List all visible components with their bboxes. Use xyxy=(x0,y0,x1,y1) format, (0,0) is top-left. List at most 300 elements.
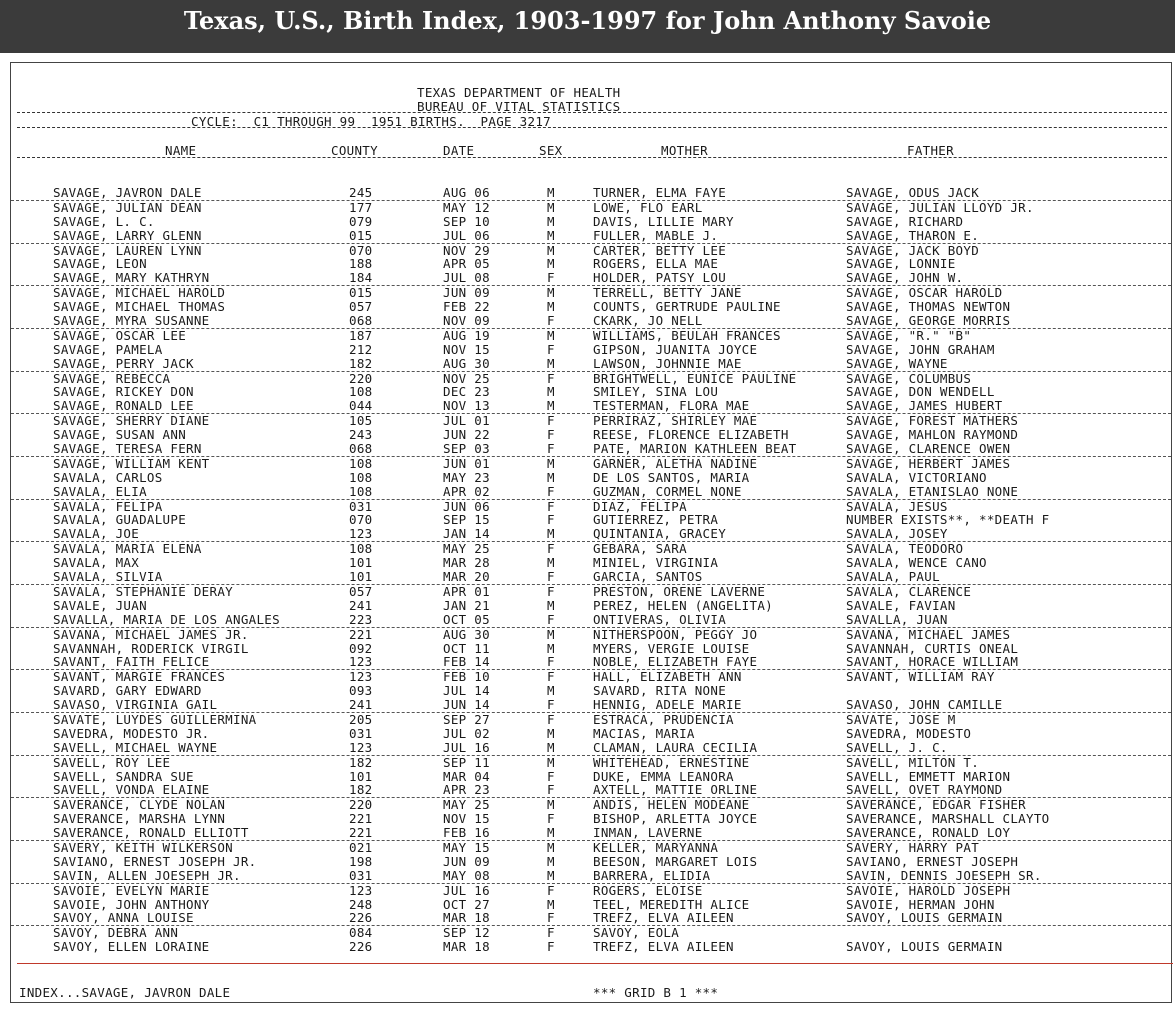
cell-sex: M xyxy=(547,683,555,699)
cell-county: 031 xyxy=(349,725,373,741)
cell-county: 177 xyxy=(349,199,373,215)
cell-county: 241 xyxy=(349,597,373,613)
cell-sex: M xyxy=(547,896,555,912)
cell-sex: F xyxy=(547,413,555,429)
cell-date: JUL 14 xyxy=(443,683,490,699)
cell-date: NOV 29 xyxy=(443,242,490,258)
table-row xyxy=(11,300,1171,314)
cell-date: MAR 18 xyxy=(443,939,490,955)
table-row xyxy=(11,244,1171,258)
cell-father: SAVERY, HARRY PAT xyxy=(846,839,980,855)
header-bureau: BUREAU OF VITAL STATISTICS xyxy=(417,99,621,114)
cell-sex: M xyxy=(547,384,555,400)
cell-mother: WHITEHEAD, ERNESTINE xyxy=(593,754,750,770)
cell-sex: F xyxy=(547,483,555,499)
cell-sex: M xyxy=(547,797,555,813)
cell-mother: BISHOP, ARLETTA JOYCE xyxy=(593,811,758,827)
cell-father: SAVAGE, GEORGE MORRIS xyxy=(846,313,1011,329)
cell-date: APR 01 xyxy=(443,583,490,599)
cell-father: SAVAGE, LONNIE xyxy=(846,256,956,272)
cell-county: 093 xyxy=(349,683,373,699)
table-row xyxy=(11,229,1171,244)
cell-sex: M xyxy=(547,853,555,869)
cell-date: MAY 25 xyxy=(443,541,490,557)
cell-sex: F xyxy=(547,583,555,599)
cell-father: SAVALE, FAVIAN xyxy=(846,597,956,613)
cell-sex: F xyxy=(547,669,555,685)
cell-county: 108 xyxy=(349,541,373,557)
cell-county: 226 xyxy=(349,939,373,955)
cell-sex: F xyxy=(547,341,555,357)
table-row xyxy=(11,570,1171,585)
cell-county: 187 xyxy=(349,327,373,343)
cell-father: SAVANNAH, CURTIS ONEAL xyxy=(846,640,1019,656)
column-header-divider xyxy=(17,157,1167,158)
cell-father: NUMBER EXISTS**, **DEATH F xyxy=(846,512,1050,528)
cell-sex: M xyxy=(547,825,555,841)
cell-date: SEP 15 xyxy=(443,512,490,528)
table-row xyxy=(11,599,1171,613)
cell-sex: F xyxy=(547,925,555,941)
cell-date: MAY 23 xyxy=(443,469,490,485)
cell-mother: BRIGHTWELL, EUNICE PAULINE xyxy=(593,370,797,386)
cell-sex: M xyxy=(547,327,555,343)
cell-father: SAVOY, LOUIS GERMAIN xyxy=(846,939,1003,955)
table-row xyxy=(11,485,1171,500)
cell-name: SAVALA, GUADALUPE xyxy=(53,512,187,528)
cell-name: SAVAGE, OSCAR LEE xyxy=(53,327,187,343)
cell-date: FEB 16 xyxy=(443,825,490,841)
cell-mother: CARTER, BETTY LEE xyxy=(593,242,727,258)
table-row xyxy=(11,414,1171,428)
cell-county: 021 xyxy=(349,839,373,855)
cell-date: SEP 12 xyxy=(443,925,490,941)
cell-father: SAVAGE, THARON E. xyxy=(846,227,980,243)
cell-mother: QUINTANIA, GRACEY xyxy=(593,526,727,542)
cell-sex: M xyxy=(547,199,555,215)
cell-name: SAVELL, MICHAEL WAYNE xyxy=(53,739,218,755)
cell-mother: WILLIAMS, BEULAH FRANCES xyxy=(593,327,781,343)
cell-name: SAVERANCE, RONALD ELLIOTT xyxy=(53,825,249,841)
cell-name: SAVALA, MARIA ELENA xyxy=(53,541,202,557)
table-row xyxy=(11,841,1171,855)
cell-sex: M xyxy=(547,526,555,542)
cell-father: SAVALA, PAUL xyxy=(846,569,940,585)
cell-mother: GEBARA, SARA xyxy=(593,541,687,557)
cell-mother: ROGERS, ELLA MAE xyxy=(593,256,719,272)
cell-county: 068 xyxy=(349,313,373,329)
cell-father: SAVALLA, JUAN xyxy=(846,611,948,627)
cell-sex: M xyxy=(547,256,555,272)
cell-county: 226 xyxy=(349,910,373,926)
cell-mother: ROGERS, ELOISE xyxy=(593,882,703,898)
column-header-county: COUNTY xyxy=(331,143,378,158)
cell-father: SAVALA, WENCE CANO xyxy=(846,555,987,571)
cell-name: SAVELL, SANDRA SUE xyxy=(53,768,194,784)
table-row xyxy=(11,940,1171,954)
table-row xyxy=(11,257,1171,271)
cell-name: SAVALA, CARLOS xyxy=(53,469,163,485)
cell-name: SAVAGE, RICKEY DON xyxy=(53,384,194,400)
cell-name: SAVANNAH, RODERICK VIRGIL xyxy=(53,640,249,656)
cell-date: MAR 04 xyxy=(443,768,490,784)
cell-sex: M xyxy=(547,739,555,755)
cell-name: SAVELL, VONDA ELAINE xyxy=(53,782,210,798)
cell-mother: GUTIERREZ, PETRA xyxy=(593,512,719,528)
cell-date: MAY 12 xyxy=(443,199,490,215)
cell-county: 105 xyxy=(349,413,373,429)
cell-mother: BEESON, MARGARET LOIS xyxy=(593,853,758,869)
cell-mother: NOBLE, ELIZABETH FAYE xyxy=(593,654,758,670)
table-row xyxy=(11,812,1171,826)
cell-sex: F xyxy=(547,569,555,585)
cell-sex: F xyxy=(547,541,555,557)
cell-name: SAVALE, JUAN xyxy=(53,597,147,613)
cell-name: SAVALA, FELIPA xyxy=(53,498,163,514)
cell-father: SAVAGE, CLARENCE OWEN xyxy=(846,441,1011,457)
cell-name: SAVANT, FAITH FELICE xyxy=(53,654,210,670)
table-row xyxy=(11,385,1171,399)
cell-mother: SMILEY, SINA LOU xyxy=(593,384,719,400)
cell-sex: M xyxy=(547,398,555,414)
cell-sex: M xyxy=(547,355,555,371)
cell-date: MAY 25 xyxy=(443,797,490,813)
header-divider xyxy=(17,112,1167,113)
cell-mother: HENNIG, ADELE MARIE xyxy=(593,697,742,713)
records-list xyxy=(11,186,1171,954)
cell-county: 079 xyxy=(349,213,373,229)
table-row xyxy=(11,271,1171,286)
cell-date: JAN 14 xyxy=(443,526,490,542)
cell-father: SAVAGE, WAYNE xyxy=(846,355,948,371)
cell-name: SAVIN, ALLEN JOESEPH JR. xyxy=(53,867,241,883)
table-row xyxy=(11,855,1171,869)
cell-county: 241 xyxy=(349,697,373,713)
cell-sex: F xyxy=(547,882,555,898)
cell-county: 101 xyxy=(349,569,373,585)
table-row xyxy=(11,869,1171,884)
cell-name: SAVOIE, EVELYN MARIE xyxy=(53,882,210,898)
cell-sex: F xyxy=(547,697,555,713)
cell-date: AUG 30 xyxy=(443,626,490,642)
table-row xyxy=(11,186,1171,201)
cell-mother: MACIAS, MARIA xyxy=(593,725,695,741)
cell-mother: GUZMAN, CORMEL NONE xyxy=(593,483,742,499)
cell-date: OCT 27 xyxy=(443,896,490,912)
cell-mother: GARNER, ALETHA NADINE xyxy=(593,455,758,471)
cell-sex: M xyxy=(547,626,555,642)
cell-sex: F xyxy=(547,768,555,784)
cell-sex: F xyxy=(547,270,555,286)
cell-date: SEP 11 xyxy=(443,754,490,770)
cell-name: SAVANA, MICHAEL JAMES JR. xyxy=(53,626,249,642)
cell-name: SAVAGE, JULIAN DEAN xyxy=(53,199,202,215)
cell-mother: TREFZ, ELVA AILEEN xyxy=(593,910,734,926)
cell-date: FEB 10 xyxy=(443,669,490,685)
cell-sex: M xyxy=(547,754,555,770)
cell-county: 044 xyxy=(349,398,373,414)
cell-sex: F xyxy=(547,611,555,627)
cell-date: JUL 16 xyxy=(443,882,490,898)
cell-sex: M xyxy=(547,455,555,471)
table-row xyxy=(11,642,1171,656)
cell-county: 205 xyxy=(349,711,373,727)
cell-date: AUG 19 xyxy=(443,327,490,343)
cell-county: 182 xyxy=(349,782,373,798)
cell-sex: F xyxy=(547,939,555,955)
cell-father: SAVAGE, MAHLON RAYMOND xyxy=(846,427,1019,443)
cell-sex: M xyxy=(547,185,555,200)
cell-father: SAVERANCE, RONALD LOY xyxy=(846,825,1011,841)
footer-index: INDEX...SAVAGE, JAVRON DALE xyxy=(19,985,231,1000)
table-row xyxy=(11,513,1171,527)
cell-county: 108 xyxy=(349,455,373,471)
table-row xyxy=(11,542,1171,556)
cell-name: SAVALLA, MARIA DE LOS ANGALES xyxy=(53,611,280,627)
cell-name: SAVAGE, LARRY GLENN xyxy=(53,227,202,243)
cell-mother: COUNTS, GERTRUDE PAULINE xyxy=(593,299,781,315)
cell-mother: PERRIRAZ, SHIRLEY MAE xyxy=(593,413,758,429)
cell-sex: F xyxy=(547,427,555,443)
cell-date: APR 05 xyxy=(443,256,490,272)
highlight-line xyxy=(17,963,1173,964)
cell-name: SAVAGE, L. C. xyxy=(53,213,155,229)
column-header-father: FATHER xyxy=(907,143,954,158)
cell-county: 070 xyxy=(349,242,373,258)
cell-father: SAVAGE, THOMAS NEWTON xyxy=(846,299,1011,315)
cell-mother: DE LOS SANTOS, MARIA xyxy=(593,469,750,485)
cell-mother: REESE, FLORENCE ELIZABETH xyxy=(593,427,789,443)
cell-father: SAVANT, HORACE WILLIAM xyxy=(846,654,1019,670)
cell-date: JUL 01 xyxy=(443,413,490,429)
table-row xyxy=(11,826,1171,841)
cell-date: MAY 08 xyxy=(443,867,490,883)
cell-county: 198 xyxy=(349,853,373,869)
cell-sex: F xyxy=(547,654,555,670)
birth-index-document xyxy=(10,62,1172,1003)
cell-county: 223 xyxy=(349,611,373,627)
cell-name: SAVAGE, TERESA FERN xyxy=(53,441,202,457)
cell-county: 031 xyxy=(349,867,373,883)
cell-father: SAVAGE, HERBERT JAMES xyxy=(846,455,1011,471)
cell-sex: M xyxy=(547,640,555,656)
cell-county: 221 xyxy=(349,825,373,841)
cell-date: JUN 22 xyxy=(443,427,490,443)
table-row xyxy=(11,372,1171,386)
table-row xyxy=(11,741,1171,756)
table-row xyxy=(11,727,1171,741)
cell-name: SAVOY, ELLEN LORAINE xyxy=(53,939,210,955)
table-row xyxy=(11,770,1171,784)
cell-county: 092 xyxy=(349,640,373,656)
table-row xyxy=(11,613,1171,628)
cell-father: SAVERANCE, MARSHALL CLAYTO xyxy=(846,811,1050,827)
cell-name: SAVELL, ROY LEE xyxy=(53,754,171,770)
cell-father: SAVELL, J. C. xyxy=(846,739,948,755)
cell-mother: ANDIS, HELEN MODEANE xyxy=(593,797,750,813)
cell-mother: DIAZ, FELIPA xyxy=(593,498,687,514)
table-row xyxy=(11,585,1171,599)
cell-name: SAVAGE, JAVRON DALE xyxy=(53,185,202,200)
table-row xyxy=(11,628,1171,642)
table-row xyxy=(11,471,1171,485)
cell-county: 015 xyxy=(349,285,373,301)
footer-grid: *** GRID B 1 *** xyxy=(593,985,719,1000)
cell-date: SEP 10 xyxy=(443,213,490,229)
table-row xyxy=(11,911,1171,926)
cell-mother: KELLER, MARYANNA xyxy=(593,839,719,855)
cell-father: SAVAGE, JOHN W. xyxy=(846,270,964,286)
cell-county: 184 xyxy=(349,270,373,286)
cell-name: SAVATE, LUYDES GUILLERMINA xyxy=(53,711,257,727)
cell-name: SAVAGE, WILLIAM KENT xyxy=(53,455,210,471)
cell-father: SAVAGE, JOHN GRAHAM xyxy=(846,341,995,357)
cell-father: SAVANT, WILLIAM RAY xyxy=(846,669,995,685)
cell-name: SAVALA, MAX xyxy=(53,555,140,571)
cell-father: SAVAGE, ODUS JACK xyxy=(846,185,980,200)
cell-mother: AXTELL, MATTIE ORLINE xyxy=(593,782,758,798)
cell-name: SAVAGE, REBECCA xyxy=(53,370,171,386)
cell-father: SAVAGE, COLUMBUS xyxy=(846,370,972,386)
column-header-mother: MOTHER xyxy=(661,143,708,158)
cell-name: SAVALA, STEPHANIE DERAY xyxy=(53,583,233,599)
table-row xyxy=(11,670,1171,684)
cell-name: SAVAGE, SUSAN ANN xyxy=(53,427,187,443)
cell-mother: CKARK, JO NELL xyxy=(593,313,703,329)
cell-name: SAVALA, ELIA xyxy=(53,483,147,499)
table-row xyxy=(11,655,1171,670)
table-row xyxy=(11,215,1171,229)
cell-county: 031 xyxy=(349,498,373,514)
cell-sex: M xyxy=(547,839,555,855)
table-row xyxy=(11,343,1171,357)
cell-county: 101 xyxy=(349,768,373,784)
cell-date: AUG 06 xyxy=(443,185,490,200)
cell-name: SAVASO, VIRGINIA GAIL xyxy=(53,697,218,713)
cell-name: SAVALA, JOE xyxy=(53,526,140,542)
page-title: Texas, U.S., Birth Index, 1903-1997 for John Anthony Savoie xyxy=(183,6,992,35)
table-row xyxy=(11,329,1171,343)
cell-date: FEB 22 xyxy=(443,299,490,315)
cell-date: OCT 11 xyxy=(443,640,490,656)
cell-name: SAVAGE, MYRA SUSANNE xyxy=(53,313,210,329)
table-row xyxy=(11,698,1171,713)
table-row xyxy=(11,684,1171,698)
cell-county: 248 xyxy=(349,896,373,912)
cell-name: SAVERY, KEITH WILKERSON xyxy=(53,839,233,855)
cell-mother: HALL, ELIZABETH ANN xyxy=(593,669,742,685)
cell-date: JUL 08 xyxy=(443,270,490,286)
cell-date: SEP 27 xyxy=(443,711,490,727)
table-row xyxy=(11,556,1171,570)
cell-sex: M xyxy=(547,227,555,243)
cell-sex: F xyxy=(547,313,555,329)
cell-sex: M xyxy=(547,725,555,741)
cell-mother: FULLER, MABLE J. xyxy=(593,227,719,243)
cell-date: FEB 14 xyxy=(443,654,490,670)
table-row xyxy=(11,756,1171,770)
cell-name: SAVEDRA, MODESTO JR. xyxy=(53,725,210,741)
cell-sex: M xyxy=(547,555,555,571)
table-row xyxy=(11,457,1171,471)
cell-mother: HOLDER, PATSY LOU xyxy=(593,270,727,286)
cell-date: JUN 14 xyxy=(443,697,490,713)
cell-mother: NITHERSPOON, PEGGY JO xyxy=(593,626,758,642)
cell-father: SAVAGE, RICHARD xyxy=(846,213,964,229)
cell-mother: PEREZ, HELEN (ANGELITA) xyxy=(593,597,773,613)
cell-mother: TEEL, MEREDITH ALICE xyxy=(593,896,750,912)
cell-name: SAVERANCE, MARSHA LYNN xyxy=(53,811,226,827)
cell-mother: ESTRACA, PRUDENCIA xyxy=(593,711,734,727)
cell-county: 182 xyxy=(349,754,373,770)
cell-mother: LOWE, FLO EARL xyxy=(593,199,703,215)
cell-name: SAVAGE, PAMELA xyxy=(53,341,163,357)
cell-county: 245 xyxy=(349,185,373,200)
table-row xyxy=(11,713,1171,727)
cell-father: SAVOIE, HAROLD JOSEPH xyxy=(846,882,1011,898)
cell-county: 123 xyxy=(349,669,373,685)
cell-county: 212 xyxy=(349,341,373,357)
cell-mother: INMAN, LAVERNE xyxy=(593,825,703,841)
cell-name: SAVARD, GARY EDWARD xyxy=(53,683,202,699)
cell-mother: PATE, MARION KATHLEEN BEAT xyxy=(593,441,797,457)
cell-mother: TESTERMAN, FLORA MAE xyxy=(593,398,750,414)
cell-father: SAVALA, CLARENCE xyxy=(846,583,972,599)
cell-date: MAR 18 xyxy=(443,910,490,926)
cell-father: SAVERANCE, EDGAR FISHER xyxy=(846,797,1026,813)
cell-sex: M xyxy=(547,285,555,301)
header-cycle: CYCLE: C1 THROUGH 99 1951 BIRTHS. PAGE 3217 xyxy=(191,114,551,129)
table-row xyxy=(11,884,1171,898)
cell-sex: F xyxy=(547,441,555,457)
cell-name: SAVAGE, SHERRY DIANE xyxy=(53,413,210,429)
cell-father: SAVAGE, JACK BOYD xyxy=(846,242,980,258)
cell-father: SAVEDRA, MODESTO xyxy=(846,725,972,741)
header-department: TEXAS DEPARTMENT OF HEALTH xyxy=(417,85,621,100)
cell-sex: M xyxy=(547,867,555,883)
cell-date: JUL 16 xyxy=(443,739,490,755)
cell-date: DEC 23 xyxy=(443,384,490,400)
cell-date: NOV 15 xyxy=(443,341,490,357)
cell-mother: CLAMAN, LAURA CECILIA xyxy=(593,739,758,755)
cell-sex: F xyxy=(547,711,555,727)
cell-county: 108 xyxy=(349,469,373,485)
cell-sex: M xyxy=(547,213,555,229)
cell-mother: BARRERA, ELIDIA xyxy=(593,867,711,883)
cell-county: 057 xyxy=(349,299,373,315)
cell-name: SAVAGE, MARY KATHRYN xyxy=(53,270,210,286)
cell-county: 108 xyxy=(349,384,373,400)
cell-name: SAVAGE, PERRY JACK xyxy=(53,355,194,371)
cell-mother: GIPSON, JUANITA JOYCE xyxy=(593,341,758,357)
cell-father: SAVALA, TEODORO xyxy=(846,541,964,557)
cell-county: 015 xyxy=(349,227,373,243)
cell-sex: F xyxy=(547,811,555,827)
cell-name: SAVERANCE, CLYDE NOLAN xyxy=(53,797,226,813)
cell-father: SAVIN, DENNIS JOESEPH SR. xyxy=(846,867,1042,883)
cell-date: MAR 28 xyxy=(443,555,490,571)
cell-father: SAVOIE, HERMAN JOHN xyxy=(846,896,995,912)
cell-mother: MYERS, VERGIE LOUISE xyxy=(593,640,750,656)
cell-date: JUL 02 xyxy=(443,725,490,741)
cell-county: 221 xyxy=(349,626,373,642)
cell-county: 068 xyxy=(349,441,373,457)
cell-sex: M xyxy=(547,299,555,315)
cell-county: 220 xyxy=(349,797,373,813)
cell-county: 057 xyxy=(349,583,373,599)
table-row xyxy=(11,442,1171,457)
cell-date: SEP 03 xyxy=(443,441,490,457)
